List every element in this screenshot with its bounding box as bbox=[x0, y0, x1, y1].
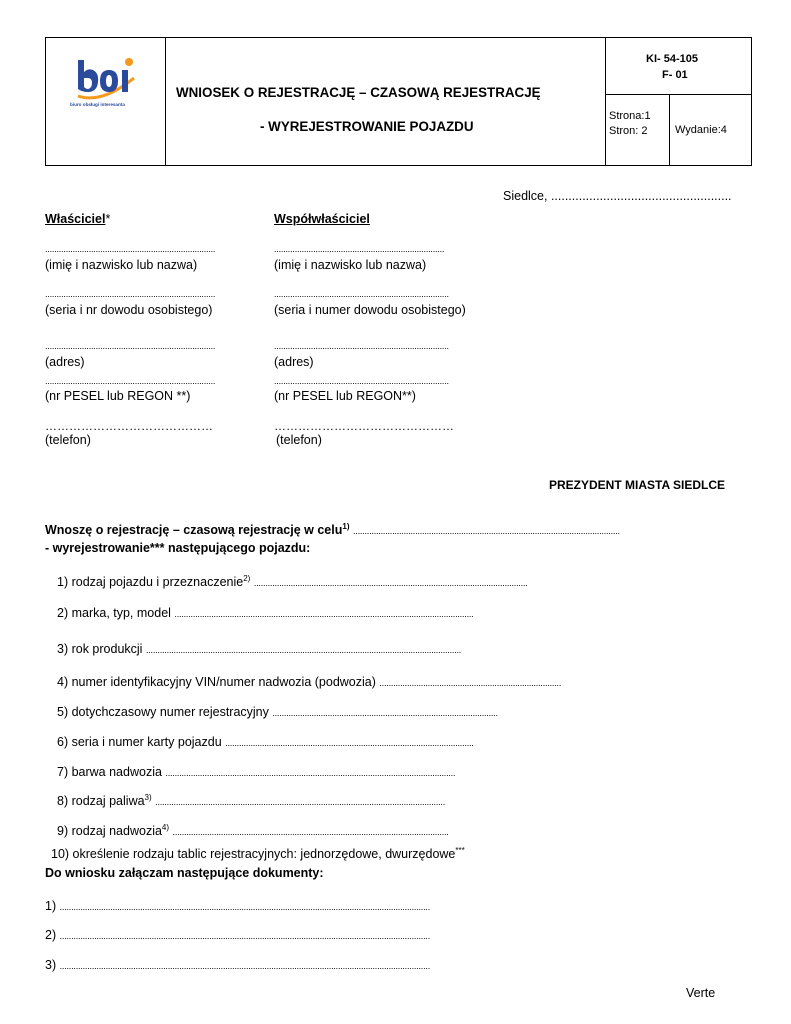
attachment-number: 3) bbox=[45, 958, 57, 972]
request-deregister-line: - wyrejestrowanie*** następującego pojazdu: bbox=[45, 541, 311, 555]
vehicle-item-label: 9) rodzaj nadwozia bbox=[57, 824, 162, 839]
owner-pesel-label: (nr PESEL lub REGON **) bbox=[45, 389, 191, 403]
co-owner-name-field[interactable]: .......................................................................... bbox=[274, 244, 445, 254]
vehicle-item-row bbox=[57, 793, 445, 808]
owner-address-field[interactable]: .......................................................................... bbox=[45, 341, 216, 351]
owner-id-label: (seria i nr dowodu osobistego) bbox=[45, 303, 213, 317]
vehicle-item-label: 1) rodzaj pojazdu i przeznaczenie bbox=[57, 575, 244, 590]
footnote-ref: 3) bbox=[144, 793, 152, 802]
owner-pesel-field[interactable]: .......................................................................... bbox=[45, 376, 216, 386]
attachment-number: 2) bbox=[45, 928, 57, 942]
request-purpose-field[interactable]: .................................................................................................................... bbox=[352, 526, 620, 537]
vehicle-item-field[interactable]: ......................................................................................................................................... bbox=[145, 645, 462, 655]
doc-code: KI- 54-105 bbox=[646, 53, 698, 65]
vehicle-item-label: 3) rok produkcji bbox=[57, 642, 143, 656]
footnote-ref: *** bbox=[455, 846, 465, 855]
co-owner-phone-label: (telefon) bbox=[276, 433, 322, 447]
turn-page-note: Verte bbox=[686, 986, 716, 1000]
vehicle-item-row bbox=[57, 606, 474, 620]
edition: Wydanie:4 bbox=[675, 124, 727, 136]
co-owner-id-field[interactable]: ............................................................................ bbox=[274, 289, 449, 299]
vehicle-item-field[interactable]: .............................................................................................................................. bbox=[155, 797, 446, 808]
header-divider bbox=[605, 38, 606, 165]
attachment-number: 1) bbox=[45, 899, 57, 913]
owner-heading: Właściciel* bbox=[45, 212, 111, 226]
vehicle-item-row bbox=[57, 823, 449, 838]
vehicle-item-row bbox=[57, 574, 528, 589]
co-owner-id-label: (seria i numer dowodu osobistego) bbox=[274, 303, 466, 317]
vehicle-item-field[interactable]: .............................................................................................................................. bbox=[165, 768, 456, 778]
vehicle-item-field[interactable]: .................................................................................................. bbox=[272, 708, 498, 718]
header-divider bbox=[165, 38, 166, 165]
request-line: Wnoszę o rejestrację – czasową rejestrację w celu$^{1)}$ .................................................................................................................... bbox=[45, 522, 620, 538]
form-header bbox=[45, 37, 752, 166]
vehicle-item-label: 7) barwa nadwozia bbox=[57, 765, 162, 779]
vehicle-item-field[interactable]: ....................................................................................................................... bbox=[253, 578, 528, 589]
form-subtitle: - WYREJESTROWANIE POJAZDU bbox=[260, 119, 474, 134]
addressee: PREZYDENT MIASTA SIEDLCE bbox=[549, 478, 726, 492]
footnote-ref: 2) bbox=[243, 574, 251, 583]
attachment-field[interactable]: ................................................................................................................................................................. bbox=[59, 931, 430, 941]
owner-phone-label: (telefon) bbox=[45, 433, 91, 447]
vehicle-item-label: 5) dotychczasowy numer rejestracyjny bbox=[57, 705, 269, 719]
vehicle-item-label: 8) rodzaj paliwa bbox=[57, 794, 145, 809]
boi-logo bbox=[72, 56, 138, 108]
attachment-row bbox=[45, 899, 430, 913]
vehicle-item-label: 10) określenie rodzaju tablic rejestracyjnych: jednorzędowe, dwurzędowe bbox=[51, 847, 456, 862]
vehicle-item-row bbox=[57, 735, 474, 749]
owner-address-label: (adres) bbox=[45, 355, 85, 369]
owner-phone-field[interactable]: …………………………………… bbox=[45, 419, 213, 433]
owner-name-label: (imię i nazwisko lub nazwa) bbox=[45, 258, 198, 272]
vehicle-item-label: 6) seria i numer karty pojazdu bbox=[57, 735, 222, 749]
attachment-row bbox=[45, 958, 430, 972]
attachments-heading: Do wniosku załączam następujące dokumenty: bbox=[45, 866, 324, 880]
vehicle-item-field[interactable]: ............................................................................................................ bbox=[225, 738, 474, 748]
vehicle-item-label: 4) numer identyfikacyjny VIN/numer nadwozia (podwozia) bbox=[57, 675, 376, 689]
co-owner-address-field[interactable]: ............................................................................ bbox=[274, 341, 449, 351]
footnote-ref: 4) bbox=[161, 823, 170, 832]
co-owner-pesel-field[interactable]: ............................................................................ bbox=[274, 376, 449, 386]
vehicle-item-row bbox=[57, 675, 561, 689]
form-title: WNIOSEK O REJESTRACJĘ – CZASOWĄ REJESTRACJĘ bbox=[176, 85, 541, 100]
owner-id-field[interactable]: .......................................................................... bbox=[45, 289, 216, 299]
co-owner-name-label: (imię i nazwisko lub nazwa) bbox=[274, 258, 427, 272]
header-divider bbox=[606, 94, 751, 95]
vehicle-item-field[interactable]: .................................................................................................................................. bbox=[174, 609, 474, 619]
attachment-field[interactable]: ................................................................................................................................................................. bbox=[59, 902, 430, 912]
header-divider bbox=[669, 94, 670, 165]
page-number: Strona:1 bbox=[609, 110, 651, 122]
attachment-field[interactable]: ................................................................................................................................................................. bbox=[59, 961, 430, 971]
vehicle-item-label: 2) marka, typ, model bbox=[57, 606, 171, 620]
owner-name-field[interactable]: .......................................................................... bbox=[45, 244, 216, 254]
co-owner-phone-field[interactable]: ……………………………………… bbox=[274, 419, 454, 433]
page-count: Stron: 2 bbox=[609, 125, 648, 137]
attachment-row bbox=[45, 928, 430, 942]
co-owner-pesel-label: (nr PESEL lub REGON**) bbox=[274, 389, 416, 403]
co-owner-address-label: (adres) bbox=[274, 355, 314, 369]
vehicle-item-row bbox=[57, 765, 455, 779]
vehicle-item-row bbox=[57, 642, 461, 656]
vehicle-item-field[interactable]: ............................................................................... bbox=[379, 678, 562, 688]
logo-caption: biuro obsługi interesanta bbox=[70, 102, 125, 107]
vehicle-item-row bbox=[51, 846, 465, 861]
vehicle-item-field[interactable]: ........................................................................................................................ bbox=[172, 827, 449, 838]
co-owner-heading: Współwłaściciel bbox=[274, 212, 370, 226]
form-code: F- 01 bbox=[662, 69, 688, 81]
vehicle-item-row bbox=[57, 705, 498, 719]
place-date-field[interactable]: Siedlce, .................................................... bbox=[503, 189, 732, 203]
